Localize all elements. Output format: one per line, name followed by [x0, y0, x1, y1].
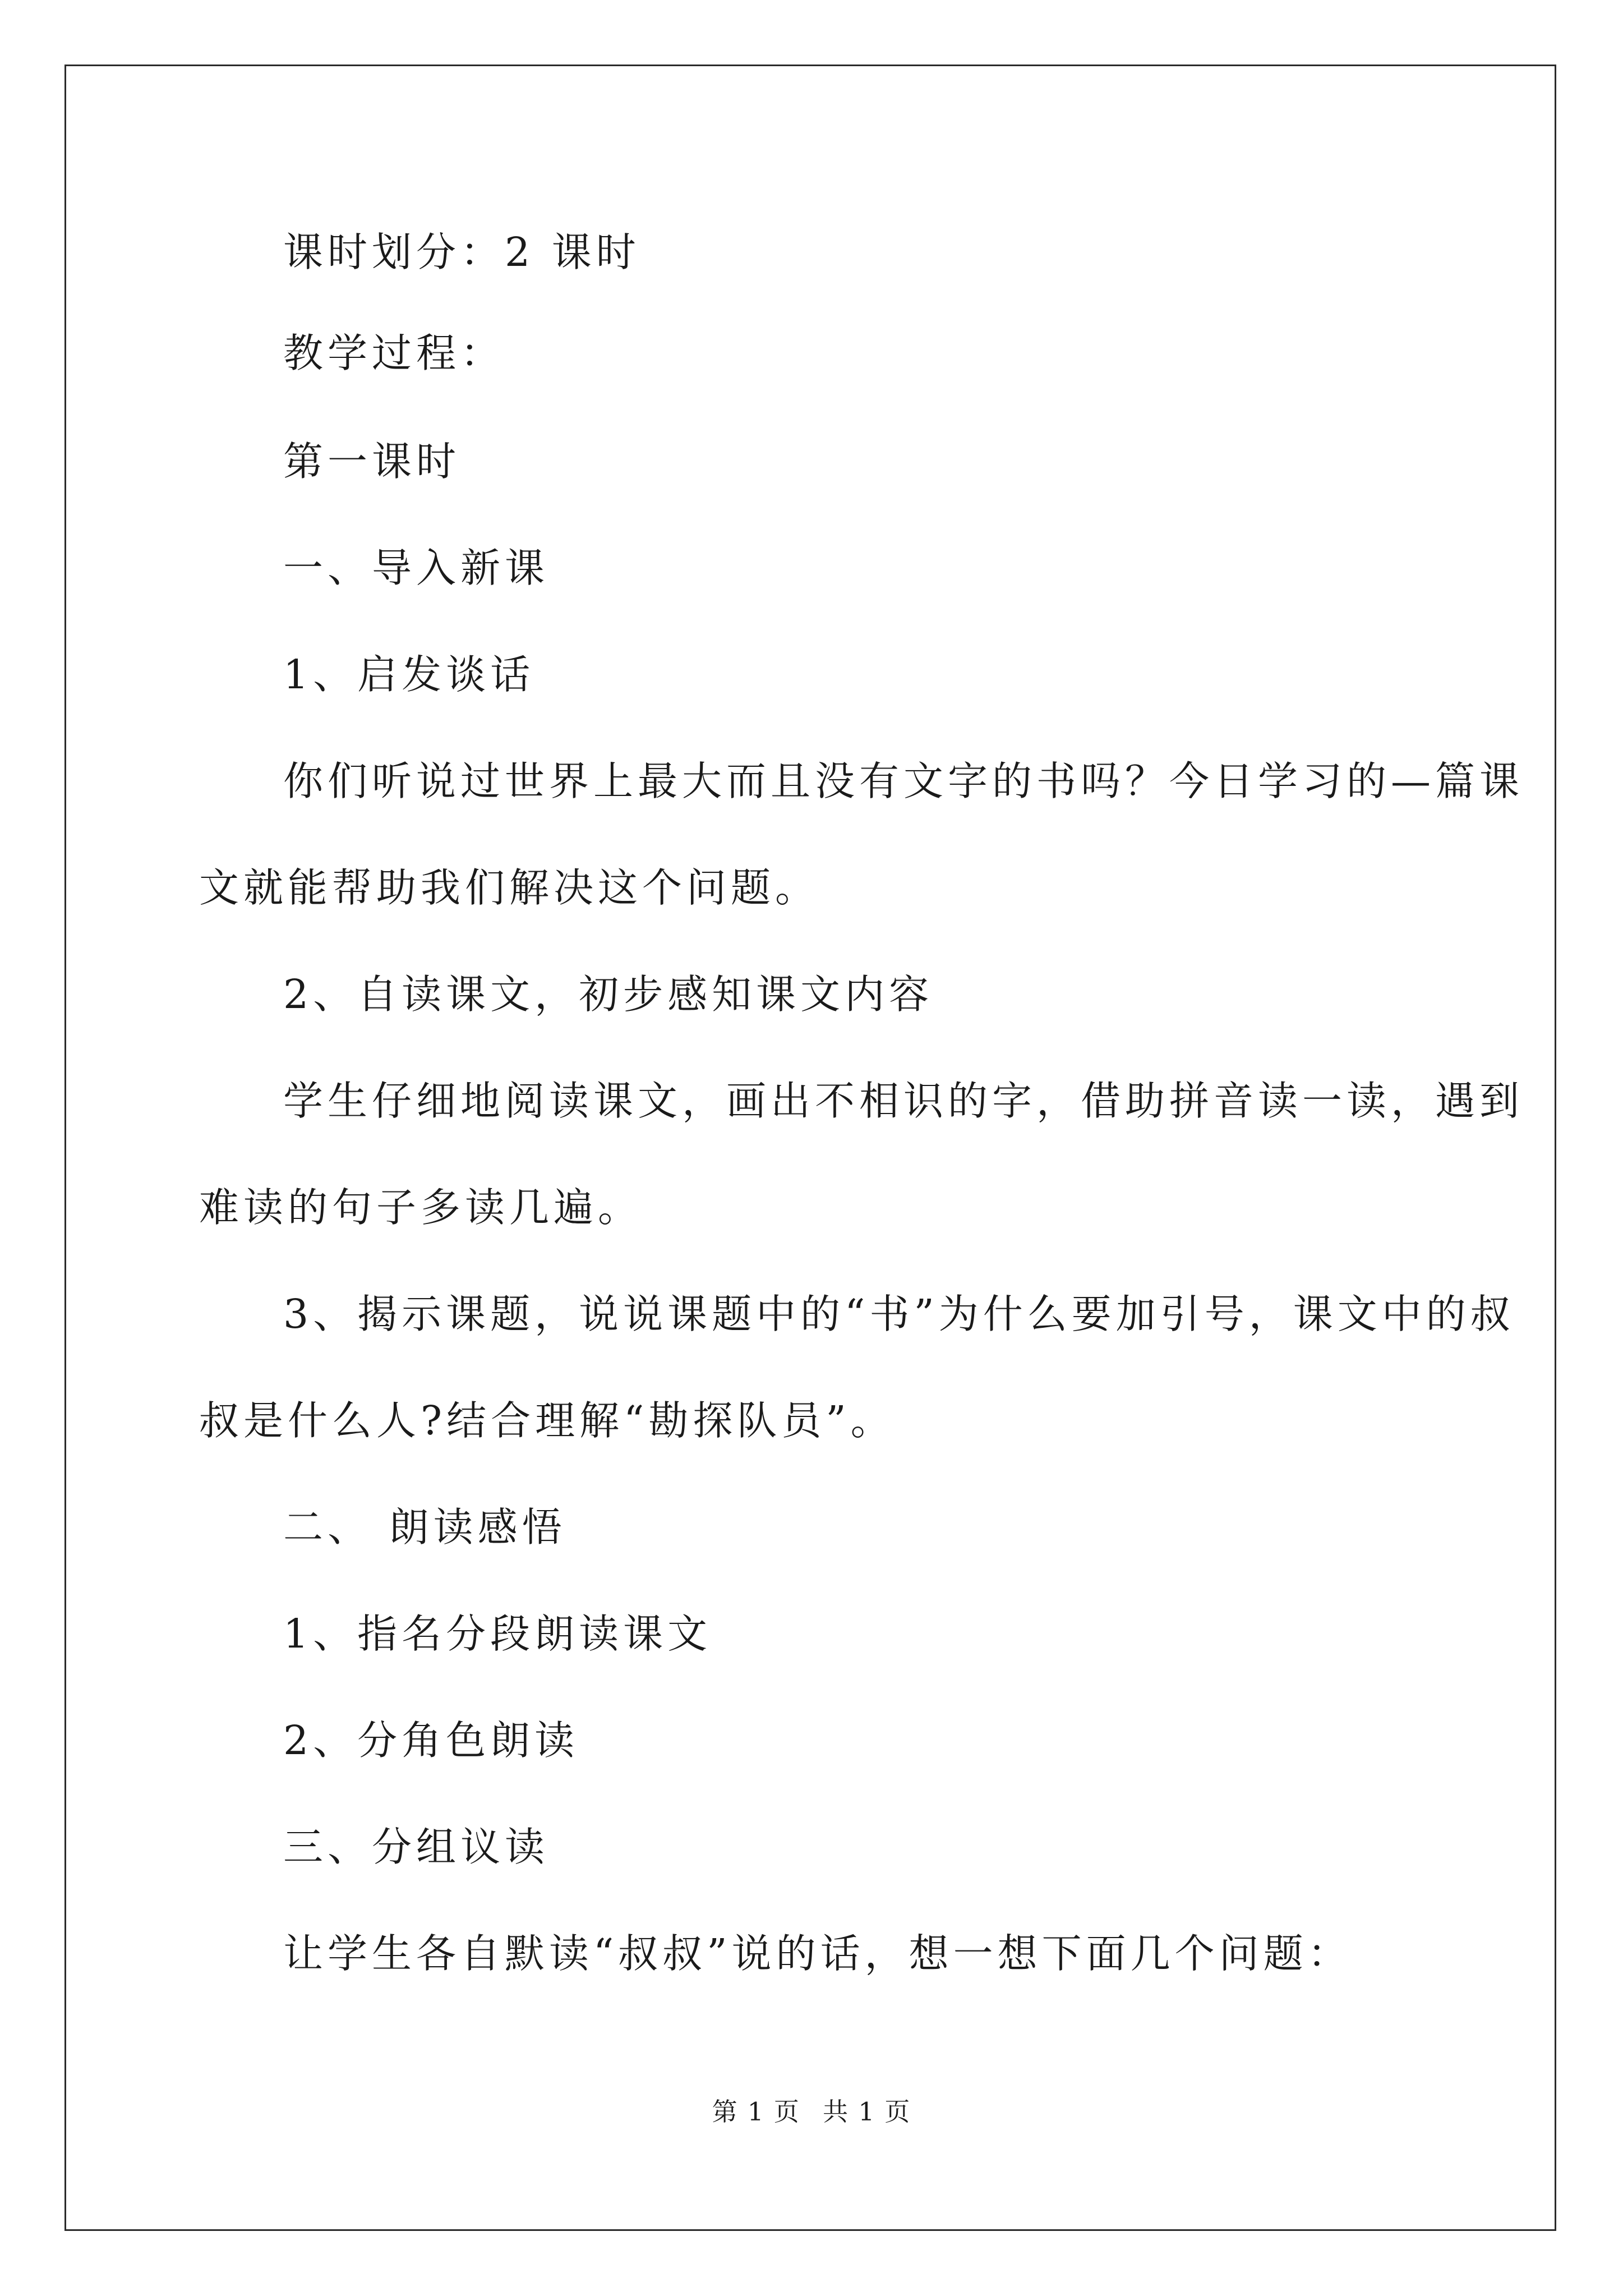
- section-heading: 一、导入新课: [283, 545, 550, 591]
- section-heading: 二、 朗读感悟: [283, 1504, 566, 1550]
- page-footer: [0, 2095, 1623, 2129]
- text-line: 1、指名分段朗读课文: [283, 1611, 712, 1657]
- text-line: 叔是什么人?结合理解“勘探队员”。: [199, 1397, 895, 1444]
- page-total: 共 1 页: [823, 2097, 911, 2127]
- text-line: 第一课时: [283, 438, 461, 485]
- text-line: 3、揭示课题，说说课题中的“书”为什么要加引号，课文中的叔: [283, 1291, 1515, 1337]
- text-line: 文就能帮助我们解决这个问题。: [199, 864, 820, 911]
- text-line: 教学过程：: [283, 330, 505, 376]
- text-line: 2、自读课文，初步感知课文内容: [283, 971, 934, 1018]
- text-line: 难读的句子多读几遍。: [199, 1184, 643, 1231]
- text-line: 学生仔细地阅读课文，画出不相识的字，借助拼音读一读，遇到: [283, 1078, 1524, 1124]
- text-line: 2、分角色朗读: [283, 1717, 579, 1764]
- section-heading: 三、分组议读: [283, 1824, 550, 1870]
- text-line: 1、启发谈话: [283, 651, 535, 698]
- page-number: 第 1 页: [712, 2097, 800, 2127]
- text-line: 让学生各自默读“叔叔”说的话，想一想下面几个问题：: [283, 1930, 1352, 1977]
- text-line: 课时划分：2 课时: [283, 229, 640, 275]
- text-line: 你们听说过世界上最大而且没有文字的书吗？今日学习的—篇课: [283, 758, 1524, 804]
- page-border: [64, 65, 1556, 2231]
